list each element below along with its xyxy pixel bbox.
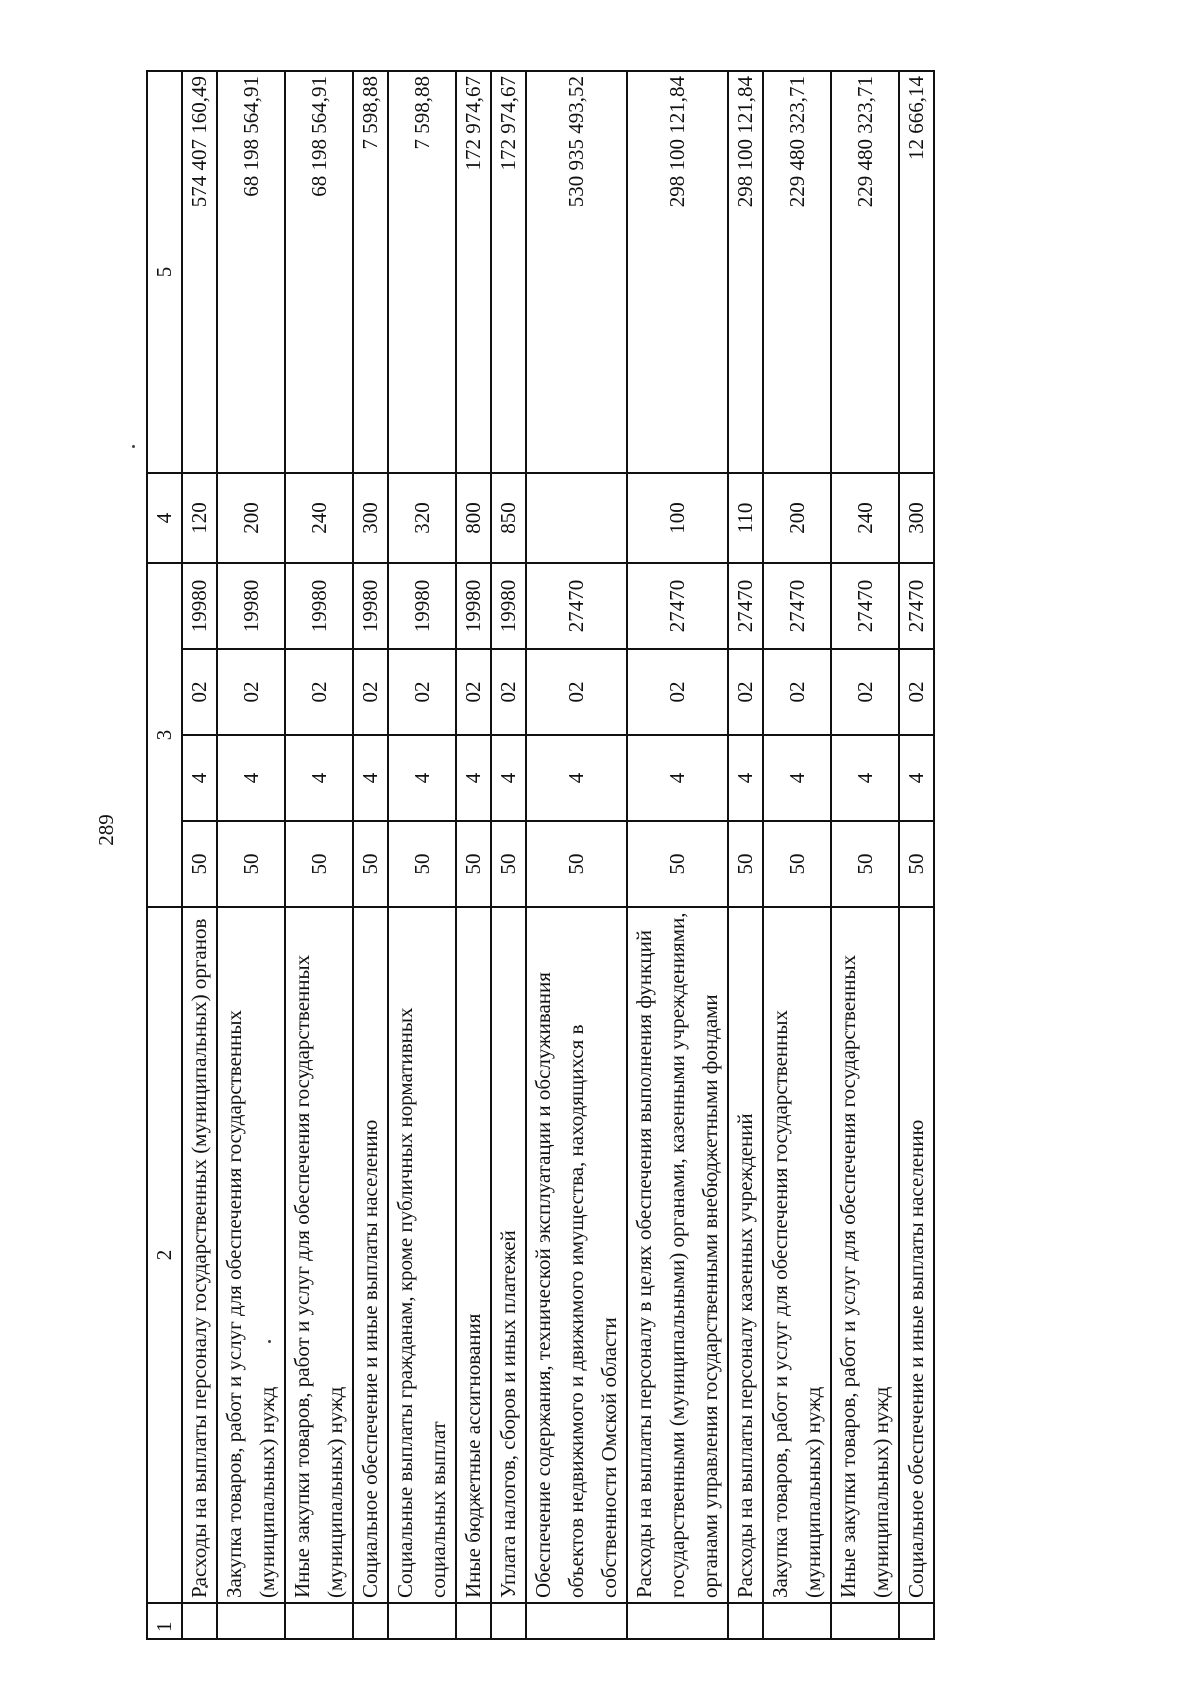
- amount-value: 229 480 323,71: [831, 71, 899, 473]
- row-number-cell: [763, 1603, 831, 1639]
- row-description: Расходы на выплаты персоналу государственных (муниципальных) органов: [182, 907, 217, 1603]
- row-description: Закупка товаров, работ и услуг для обеспечения государственных (муниципальных) нужд: [763, 907, 831, 1603]
- expense-type-code: 200: [763, 473, 831, 563]
- code-direction: 19980: [182, 563, 217, 649]
- row-description: Уплата налогов, сборов и иных платежей: [491, 907, 526, 1603]
- code-direction: 19980: [388, 563, 456, 649]
- row-description: Иные бюджетные ассигнования: [456, 907, 491, 1603]
- amount-value: 68 198 564,91: [217, 71, 285, 473]
- expense-type-code: 300: [353, 473, 388, 563]
- page-number: 289: [94, 814, 118, 846]
- row-description: Расходы на выплаты персоналу в целях обеспечения выполнения функций государственными (муниципальными) органами, казенными учреждениями, органами управления государственными внебюджетными фондами: [627, 907, 728, 1603]
- code-event: 02: [491, 649, 526, 735]
- code-event: 02: [456, 649, 491, 735]
- code-direction: 19980: [353, 563, 388, 649]
- code-program: 50: [728, 821, 763, 907]
- code-event: 02: [353, 649, 388, 735]
- row-number-cell: [388, 1603, 456, 1639]
- code-event: 02: [182, 649, 217, 735]
- amount-value: 172 974,67: [491, 71, 526, 473]
- code-subprogram: 4: [388, 735, 456, 821]
- expense-type-code: 240: [285, 473, 353, 563]
- expense-type-code: 100: [627, 473, 728, 563]
- amount-value: 12 666,14: [899, 71, 934, 473]
- row-number-cell: [353, 1603, 388, 1639]
- table-row: [217, 71, 285, 1639]
- code-subprogram: 4: [763, 735, 831, 821]
- code-subprogram: 4: [285, 735, 353, 821]
- code-subprogram: 4: [728, 735, 763, 821]
- code-direction: 27470: [831, 563, 899, 649]
- row-description: Закупка товаров, работ и услуг для обеспечения государственных (муниципальных) нужд: [217, 907, 285, 1603]
- code-subprogram: 4: [182, 735, 217, 821]
- code-program: 50: [491, 821, 526, 907]
- code-event: 02: [388, 649, 456, 735]
- rotated-table-wrapper: [146, 70, 1076, 1640]
- row-number-cell: [182, 1603, 217, 1639]
- row-number-cell: [491, 1603, 526, 1639]
- expense-type-code: 850: [491, 473, 526, 563]
- expense-type-code: 300: [899, 473, 934, 563]
- row-number-cell: [831, 1603, 899, 1639]
- row-description: Иные закупки товаров, работ и услуг для обеспечения государственных (муниципальных) нужд: [285, 907, 353, 1603]
- table-row: [491, 71, 526, 1639]
- code-subprogram: 4: [217, 735, 285, 821]
- code-program: 50: [353, 821, 388, 907]
- code-program: 50: [456, 821, 491, 907]
- amount-value: 7 598,88: [388, 71, 456, 473]
- header-col-3: 3: [147, 563, 182, 907]
- code-direction: 19980: [456, 563, 491, 649]
- table-row: [763, 71, 831, 1639]
- code-subprogram: 4: [526, 735, 627, 821]
- expense-type-code: 320: [388, 473, 456, 563]
- table-row: [899, 71, 934, 1639]
- table-row: [353, 71, 388, 1639]
- code-subprogram: 4: [831, 735, 899, 821]
- table-row: [627, 71, 728, 1639]
- table-row: [728, 71, 763, 1639]
- row-description: Социальное обеспечение и иные выплаты населению: [353, 907, 388, 1603]
- expense-type-code: 800: [456, 473, 491, 563]
- code-subprogram: 4: [456, 735, 491, 821]
- code-program: 50: [182, 821, 217, 907]
- expense-type-code: 120: [182, 473, 217, 563]
- code-subprogram: 4: [627, 735, 728, 821]
- code-program: 50: [217, 821, 285, 907]
- row-description: Иные закупки товаров, работ и услуг для обеспечения государственных (муниципальных) нужд: [831, 907, 899, 1603]
- row-description: Расходы на выплаты персоналу казенных учреждений: [728, 907, 763, 1603]
- code-subprogram: 4: [491, 735, 526, 821]
- code-subprogram: 4: [899, 735, 934, 821]
- amount-value: 229 480 323,71: [763, 71, 831, 473]
- header-col-5: 5: [147, 71, 182, 473]
- code-direction: 27470: [899, 563, 934, 649]
- row-number-cell: [526, 1603, 627, 1639]
- code-program: 50: [526, 821, 627, 907]
- code-program: 50: [388, 821, 456, 907]
- code-direction: 19980: [491, 563, 526, 649]
- table-row: [285, 71, 353, 1639]
- amount-value: 298 100 121,84: [728, 71, 763, 473]
- code-subprogram: 4: [353, 735, 388, 821]
- amount-value: 7 598,88: [353, 71, 388, 473]
- code-event: 02: [627, 649, 728, 735]
- code-direction: 19980: [217, 563, 285, 649]
- code-event: 02: [526, 649, 627, 735]
- code-event: 02: [285, 649, 353, 735]
- amount-value: 530 935 493,52: [526, 71, 627, 473]
- code-direction: 27470: [728, 563, 763, 649]
- code-direction: 19980: [285, 563, 353, 649]
- code-direction: 27470: [526, 563, 627, 649]
- row-number-cell: [627, 1603, 728, 1639]
- code-direction: 27470: [627, 563, 728, 649]
- table-row: [831, 71, 899, 1639]
- row-description: Социальное обеспечение и иные выплаты населению: [899, 907, 934, 1603]
- scan-speck: [132, 445, 135, 448]
- amount-value: 574 407 160,49: [182, 71, 217, 473]
- code-event: 02: [217, 649, 285, 735]
- expense-type-code: 240: [831, 473, 899, 563]
- expense-type-code: 110: [728, 473, 763, 563]
- code-program: 50: [763, 821, 831, 907]
- row-description: Обеспечение содержания, технической эксплуатации и обслуживания объектов недвижимого и движимого имущества, находящихся в собственности Омской области: [526, 907, 627, 1603]
- amount-value: 298 100 121,84: [627, 71, 728, 473]
- code-program: 50: [831, 821, 899, 907]
- code-program: 50: [285, 821, 353, 907]
- table-header-row: [147, 71, 182, 1639]
- row-description: Социальные выплаты гражданам, кроме публичных нормативных социальных выплат: [388, 907, 456, 1603]
- table-row: [526, 71, 627, 1639]
- header-col-2: 2: [147, 907, 182, 1603]
- code-program: 50: [899, 821, 934, 907]
- amount-value: 68 198 564,91: [285, 71, 353, 473]
- expense-type-code: [526, 473, 627, 563]
- row-number-cell: [456, 1603, 491, 1639]
- table-row: [182, 71, 217, 1639]
- row-number-cell: [899, 1603, 934, 1639]
- code-event: 02: [728, 649, 763, 735]
- table-row: [456, 71, 491, 1639]
- row-number-cell: [217, 1603, 285, 1639]
- header-col-4: 4: [147, 473, 182, 563]
- code-event: 02: [831, 649, 899, 735]
- code-direction: 27470: [763, 563, 831, 649]
- code-program: 50: [627, 821, 728, 907]
- code-event: 02: [899, 649, 934, 735]
- expense-type-code: 200: [217, 473, 285, 563]
- header-col-1: 1: [147, 1603, 182, 1639]
- budget-table: [146, 70, 935, 1640]
- amount-value: 172 974,67: [456, 71, 491, 473]
- row-number-cell: [728, 1603, 763, 1639]
- row-number-cell: [285, 1603, 353, 1639]
- table-row: [388, 71, 456, 1639]
- code-event: 02: [763, 649, 831, 735]
